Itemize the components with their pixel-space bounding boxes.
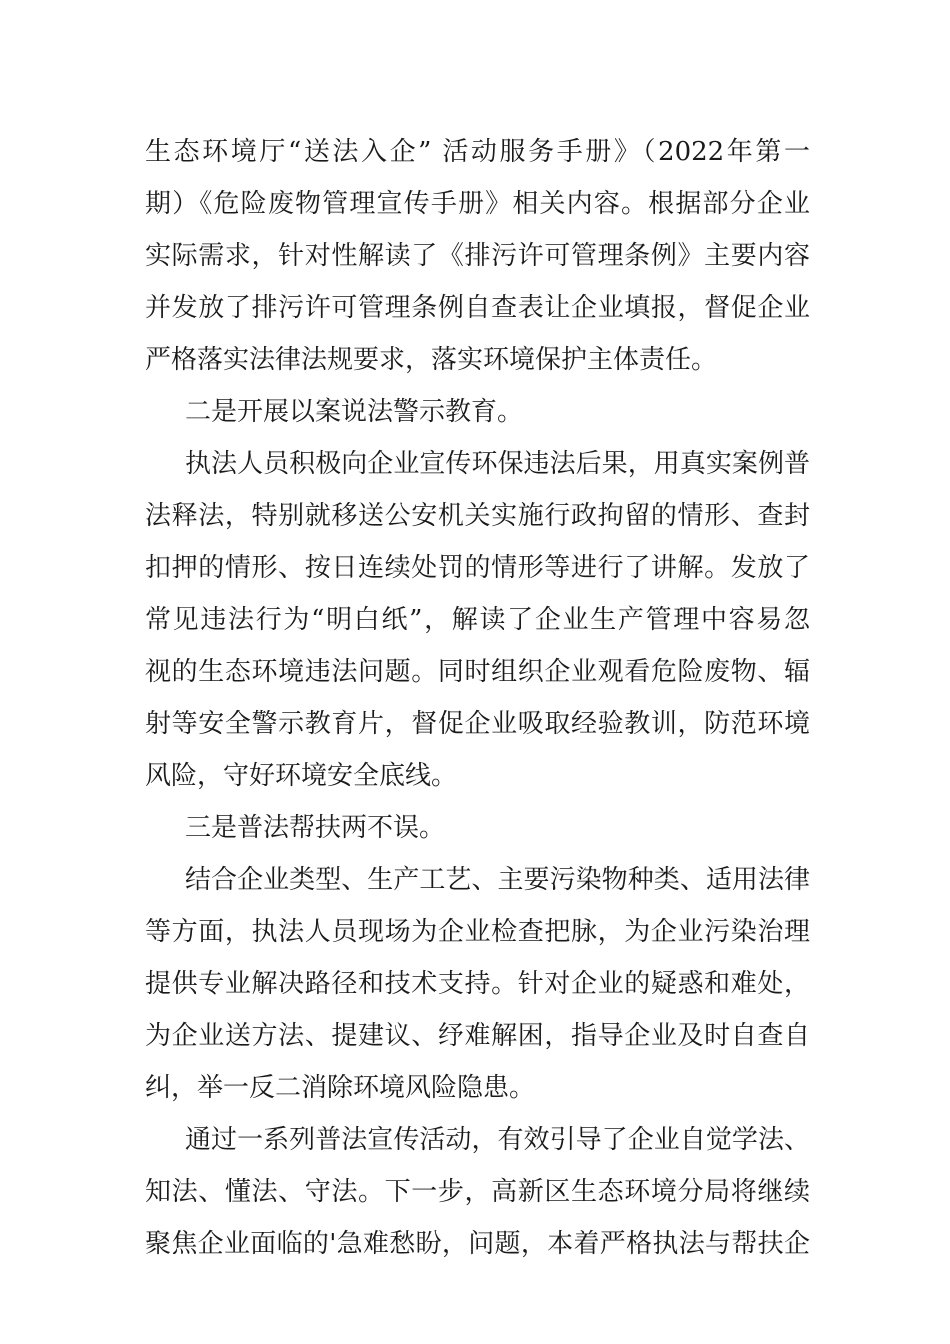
- text-line: 纠，举一反二消除环境风险隐患。: [145, 1073, 536, 1103]
- text-line: 知法、懂法、守法。下一步，高新区生态环境分局将继续: [145, 1177, 810, 1207]
- section-heading-2: 二是开展以案说法警示教育。: [185, 397, 524, 427]
- text-line: 法释法，特别就移送公安机关实施行政拘留的情形、查封: [145, 501, 810, 531]
- text-line: 结合企业类型、生产工艺、主要污染物种类、适用法律: [185, 865, 810, 895]
- text-line: 射等安全警示教育片，督促企业吸取经验教训，防范环境: [145, 709, 810, 739]
- text-line: 等方面，执法人员现场为企业检查把脉，为企业污染治理: [145, 917, 810, 947]
- document-body: [145, 126, 810, 1270]
- text-line: 执法人员积极向企业宣传环保违法后果，用真实案例普: [185, 449, 810, 479]
- paragraph-2: [145, 438, 810, 802]
- text-line: 聚焦企业面临的'急难愁盼，问题，本着严格执法与帮扶企: [145, 1229, 810, 1259]
- paragraph-1: [145, 126, 810, 386]
- text-line: 并发放了排污许可管理条例自查表让企业填报，督促企业: [145, 293, 810, 323]
- text-line: 生态环境厅“送法入企” 活动服务手册》（2022年第一: [145, 137, 810, 167]
- text-line: 期）《危险废物管理宣传手册》相关内容。根据部分企业: [145, 189, 810, 219]
- text-line: 风险，守好环境安全底线。: [145, 761, 458, 791]
- paragraph-4: [145, 1114, 810, 1270]
- paragraph-3: [145, 854, 810, 1114]
- text-line: 常见违法行为“明白纸”，解读了企业生产管理中容易忽: [145, 605, 810, 635]
- text-line: 为企业送方法、提建议、纾难解困，指导企业及时自查自: [145, 1021, 810, 1051]
- text-line: 实际需求，针对性解读了《排污许可管理条例》主要内容: [145, 241, 810, 271]
- text-line: 视的生态环境违法问题。同时组织企业观看危险废物、辐: [145, 657, 810, 687]
- text-line: 通过一系列普法宣传活动，有效引导了企业自觉学法、: [185, 1125, 810, 1155]
- text-line: 严格落实法律法规要求，落实环境保护主体责任。: [145, 345, 718, 375]
- text-line: 扣押的情形、按日连续处罚的情形等进行了讲解。发放了: [145, 553, 810, 583]
- text-line: 提供专业解决路径和技术支持。针对企业的疑惑和难处，: [145, 969, 810, 999]
- section-heading-3: 三是普法帮扶两不误。: [185, 813, 446, 843]
